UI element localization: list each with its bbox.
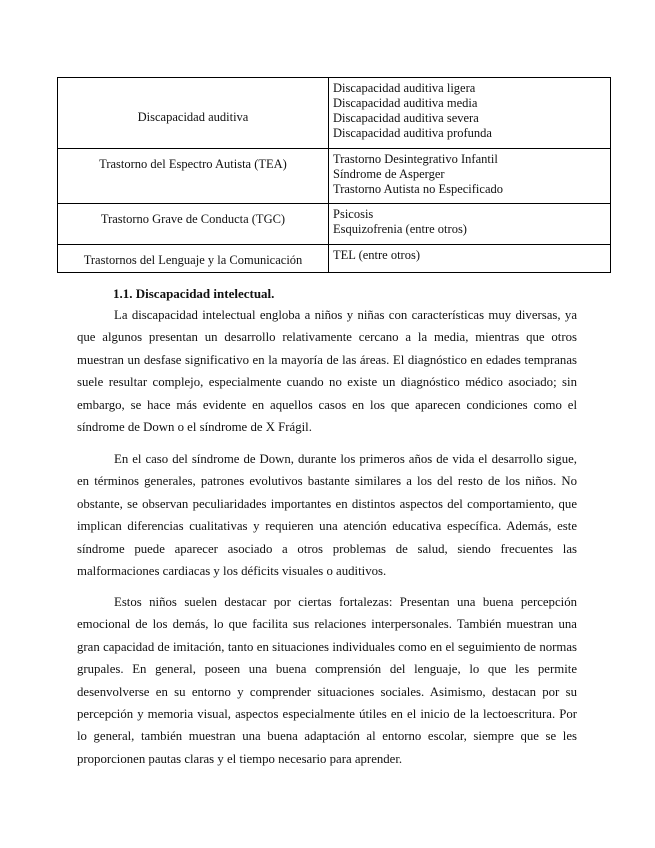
subtype-item: Discapacidad auditiva severa (333, 111, 479, 125)
subtype-item: Síndrome de Asperger (333, 167, 445, 181)
table-row (58, 245, 611, 273)
subtype-item: Discapacidad auditiva ligera (333, 81, 476, 95)
subtypes-cell (329, 245, 611, 273)
category-cell: Trastornos del Lenguaje y la Comunicación (58, 245, 329, 273)
category-cell: Trastorno Grave de Conducta (TGC) (58, 204, 329, 245)
section-heading: 1.1. Discapacidad intelectual. (113, 286, 275, 301)
subtype-item: Discapacidad auditiva media (333, 96, 478, 110)
category-cell: Discapacidad auditiva (58, 78, 329, 149)
subtype-item: Psicosis (333, 207, 374, 221)
table-row (58, 78, 611, 149)
subtype-item: Trastorno Desintegrativo Infantil (333, 152, 498, 166)
subtypes-cell (329, 78, 611, 149)
body-paragraph: En el caso del síndrome de Down, durante los primeros años de vida el desarrollo sigue, en términos generales, patrones evolutivos bastante similares a los del resto de los niños. No obstante, se observan peculiaridades importantes en distintos aspectos del comportamiento, que implican diferencias cualitativas y requieren una atención educativa específica. Además, este síndrome puede aparecer asociado a otros problemas de salud, siendo frecuentes las malformaciones cardiacas y los déficits visuales o auditivos. (77, 452, 577, 579)
body-paragraph: La discapacidad intelectual engloba a niños y niñas con características muy diversas, ya que algunos presentan un desarrollo relativamente cercano a la media, mientras que otros muestran un desfase significativo en la mayoría de las áreas. El diagnóstico en edades tempranas suele resultar complejo, especialmente cuando no existe un diagnóstico médico asociado; sin embargo, se hace más evidente en aquellos casos en los que aparecen condiciones como el síndrome de Down o el síndrome de X Frágil. (77, 308, 577, 435)
subtype-item: Esquizofrenia (entre otros) (333, 222, 467, 236)
subtypes-cell (329, 204, 611, 245)
body-paragraph: Estos niños suelen destacar por ciertas fortalezas: Presentan una buena percepción emocional de los demás, lo que facilita sus relaciones interpersonales. También muestran una gran capacidad de imitación, tanto en situaciones individuales como en el seguimiento de normas grupales. En general, poseen una buena comprensión del lenguaje, lo que les permite desenvolverse en su entorno y comprender situaciones sociales. Asimismo, destacan por su percepción y memoria visual, aspectos especialmente útiles en el inicio de la lectoescritura. Por lo general, también muestran una buena adaptación al entorno escolar, siempre que se les proporcionen pautas claras y el tiempo necesario para aprender. (77, 595, 577, 766)
subtype-item: TEL (entre otros) (333, 248, 420, 262)
disability-categories-table (57, 77, 611, 273)
subtype-item: Discapacidad auditiva profunda (333, 126, 492, 140)
subtypes-cell (329, 149, 611, 204)
table-row (58, 149, 611, 204)
table-row (58, 204, 611, 245)
category-cell: Trastorno del Espectro Autista (TEA) (58, 149, 329, 204)
subtype-item: Trastorno Autista no Especificado (333, 182, 504, 196)
